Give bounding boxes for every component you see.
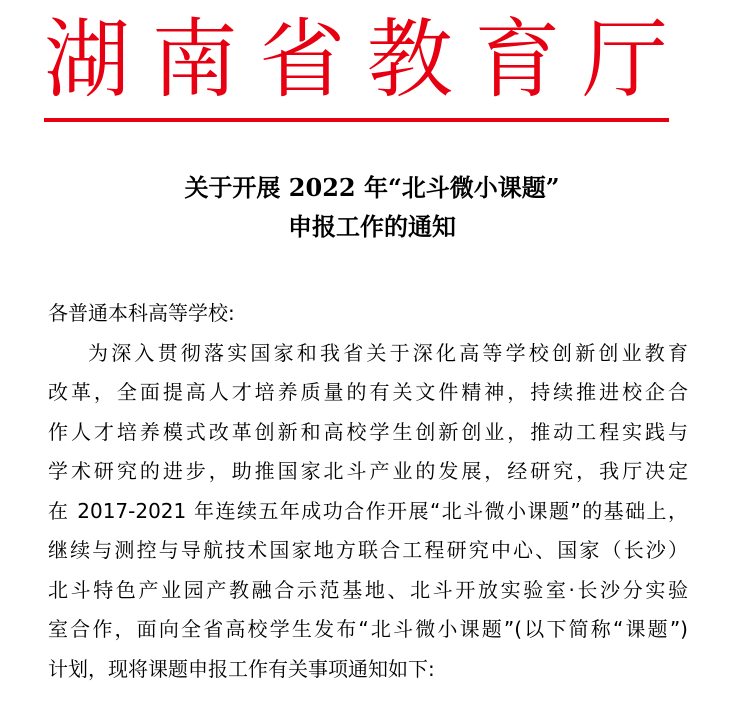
document-title-line-2: 申报工作的通知	[288, 212, 456, 241]
paragraph-line: 作人才培养模式改革创新和高校学生创新创业，推动工程实践与	[48, 419, 688, 444]
paragraph-line: 室合作，面向全省高校学生发布“北斗微小课题”(以下简称“课题”)	[48, 617, 688, 641]
document-title	[60, 168, 684, 246]
document-body	[48, 294, 688, 689]
paragraph-line: 在 2017-2021 年连续五年成功合作开展“北斗微小课题”的基础上，	[48, 498, 688, 523]
paragraph-line: 北斗特色产业园产教融合示范基地、北斗开放实验室·长沙分实验	[48, 577, 688, 602]
paragraph-line: 继续与测控与导航技术国家地方联合工程研究中心、国家（长沙）	[48, 538, 688, 562]
paragraph-line: 为深入贯彻落实国家和我省关于深化高等学校创新创业教育	[88, 340, 688, 365]
letterhead-red-rule	[44, 118, 669, 122]
letterhead-title: 湖南省教育厅	[44, 10, 668, 110]
paragraph-line: 学术研究的进步，助推国家北斗产业的发展，经研究，我厅决定	[48, 459, 688, 483]
letterhead	[44, 6, 668, 116]
document-title-line-1: 关于开展 2022 年“北斗微小课题”	[184, 173, 560, 202]
salutation: 各普通本科高等学校:	[48, 301, 235, 325]
paragraph-line: 改革，全面提高人才培养质量的有关文件精神，持续推进校企合	[48, 380, 688, 404]
paragraph-line: 计划，现将课题申报工作有关事项通知如下:	[48, 656, 435, 681]
